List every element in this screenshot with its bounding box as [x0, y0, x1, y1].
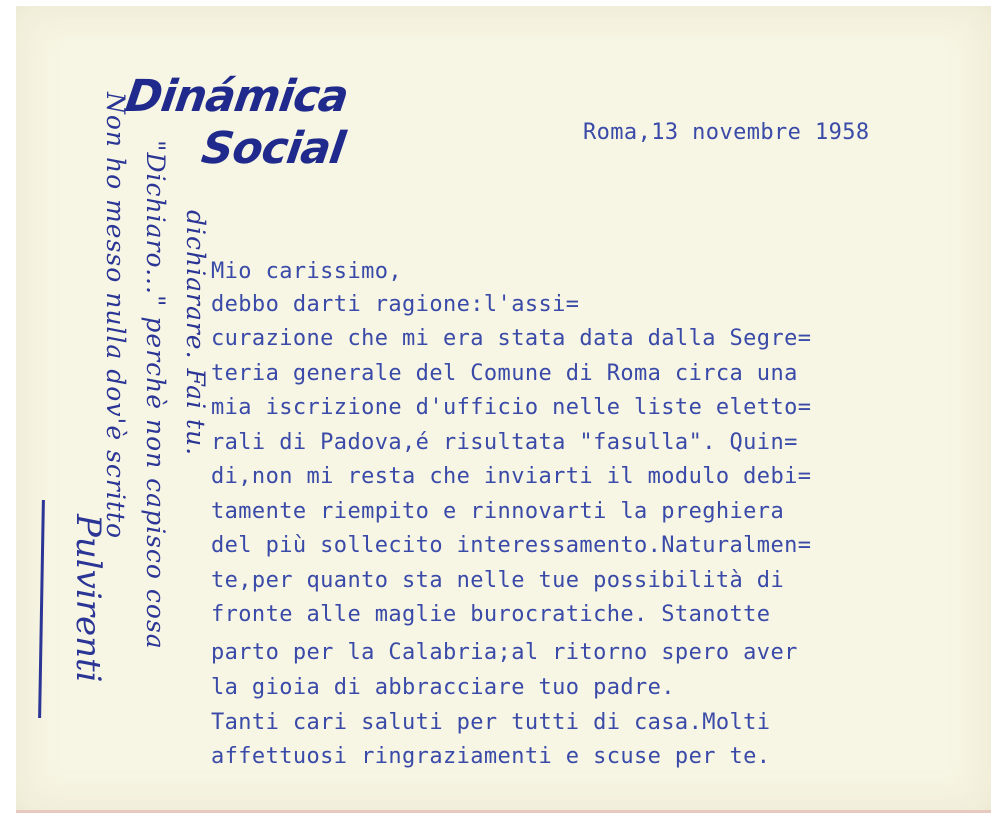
- handwritten-note-line-3: dichiarare. Fai tu.: [181, 210, 210, 457]
- handwritten-note-line-2: "Dichiaro..." perchè non capisco cosa: [141, 140, 170, 650]
- body-line: tamente riempito e rinnovarti la preghiera: [211, 499, 785, 524]
- body-line: teria generale del Comune di Roma circa una: [211, 361, 798, 386]
- body-line: affettuosi ringraziamenti e scuse per te.: [211, 744, 771, 769]
- letterhead-line-1: Dinámica: [122, 71, 351, 122]
- letterhead-line-2: Social: [198, 123, 348, 174]
- letter-date: Roma,13 novembre 1958: [583, 120, 870, 145]
- handwritten-note-line-1: Non ho messo nulla dov'è scritto: [101, 92, 130, 539]
- handwritten-note: [30, 80, 210, 770]
- body-line: debbo darti ragione:l'assi=: [211, 292, 580, 317]
- body-line: parto per la Calabria;al ritorno spero aver: [211, 640, 798, 665]
- body-line: la gioia di abbracciare tuo padre.: [211, 675, 675, 700]
- letter-greeting: Mio carissimo,: [211, 259, 403, 284]
- body-line: mia iscrizione d'ufficio nelle liste eletto=: [211, 395, 812, 420]
- body-line: te,per quanto sta nelle tue possibilità di: [211, 568, 785, 593]
- paper-bottom-edge: [16, 810, 991, 813]
- body-line: del più sollecito interessamento.Naturalmen=: [211, 533, 812, 558]
- body-line: di,non mi resta che inviarti il modulo debi=: [211, 464, 812, 489]
- body-line: fronte alle maglie burocratiche. Stanotte: [211, 602, 771, 627]
- body-line: Tanti cari saluti per tutti di casa.Molti: [211, 710, 771, 735]
- body-line: curazione che mi era stata data dalla Segre=: [211, 326, 812, 351]
- body-line: rali di Padova,é risultata "fasulla". Quin=: [211, 430, 798, 455]
- handwritten-signature: [60, 510, 110, 720]
- signature-text: Pulvirenti: [68, 514, 108, 683]
